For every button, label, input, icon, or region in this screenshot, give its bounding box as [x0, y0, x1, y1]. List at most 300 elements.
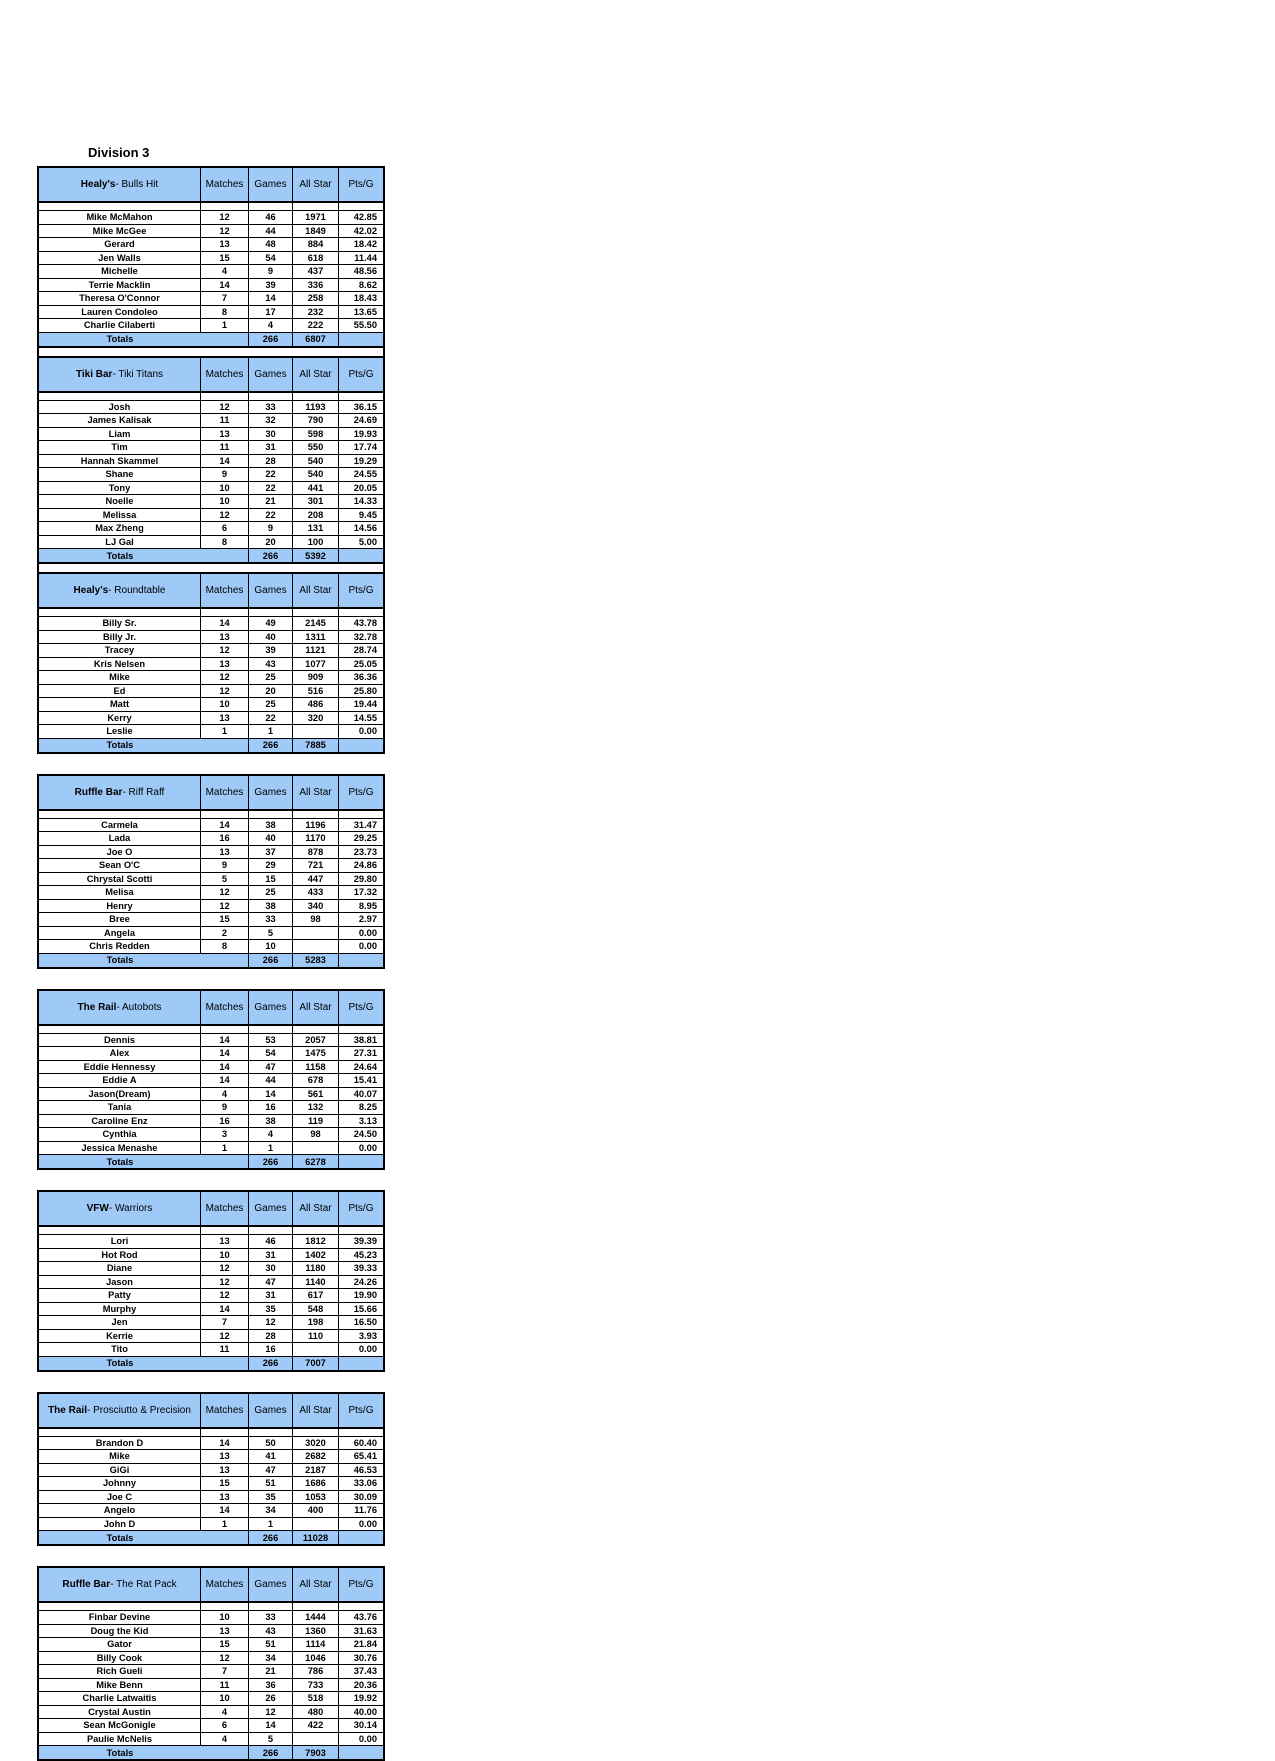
totals-label: Totals [106, 334, 134, 344]
stat-cell: 42.02 [353, 225, 377, 236]
totals-pts [339, 1155, 383, 1168]
stat-cell: 1475 [293, 1047, 339, 1060]
player-name: Dennis [39, 1034, 201, 1047]
blank-cell [293, 811, 339, 818]
stat-cell: 10 [201, 1692, 249, 1705]
player-row [39, 658, 383, 672]
blank-cell [293, 1429, 339, 1436]
stat-cell: 36 [249, 1679, 293, 1692]
player-name: Kris Nelsen [39, 658, 201, 671]
division-standings [37, 166, 385, 1761]
blank-cell [39, 1227, 201, 1234]
team-table [37, 989, 385, 1171]
stat-cell: 39.33 [353, 1263, 377, 1274]
blank-cell [201, 811, 249, 818]
stat-cell: 13 [201, 1235, 249, 1248]
player-row [39, 1101, 383, 1115]
player-row [39, 1477, 383, 1491]
stat-cell: 1 [249, 1518, 293, 1531]
stat-cell: 1121 [293, 644, 339, 657]
totals-label: Totals [106, 1358, 134, 1368]
stat-cell: 22 [249, 509, 293, 522]
stat-cell: 12 [201, 1330, 249, 1343]
column-header: All Star [293, 574, 339, 607]
totals-matches [201, 1155, 249, 1168]
blank-cell [293, 1227, 339, 1234]
stat-cell: 46 [249, 211, 293, 224]
column-header: All Star [293, 991, 339, 1024]
section-gap [37, 564, 385, 572]
stat-cell: 1 [249, 725, 293, 738]
stat-cell: 25 [249, 671, 293, 684]
stat-cell: 12 [201, 644, 249, 657]
stat-cell: 2682 [293, 1450, 339, 1463]
column-header: All Star [293, 1568, 339, 1601]
stat-cell: 1402 [293, 1249, 339, 1262]
player-row [39, 1491, 383, 1505]
stat-cell: 1046 [293, 1652, 339, 1665]
stat-cell: 447 [293, 873, 339, 886]
stat-cell: 540 [293, 468, 339, 481]
stat-cell: 60.40 [353, 1437, 377, 1448]
blank-cell [339, 393, 383, 400]
stat-cell: 40 [249, 832, 293, 845]
stat-cell: 17.32 [353, 887, 377, 898]
stat-cell: 1077 [293, 658, 339, 671]
column-header: Games [249, 1568, 293, 1601]
totals-matches [201, 549, 249, 562]
stat-cell: 550 [293, 441, 339, 454]
stat-cell: 21 [249, 1665, 293, 1678]
column-header: Matches [201, 574, 249, 607]
stat-cell: 131 [293, 522, 339, 535]
player-row [39, 1128, 383, 1142]
totals-allstar: 6278 [293, 1155, 339, 1168]
stat-cell: 48.56 [353, 266, 377, 277]
blank-cell [39, 1429, 201, 1436]
stat-cell: 31.47 [353, 819, 377, 830]
stat-cell: 1193 [293, 401, 339, 414]
stat-cell: 0.00 [358, 941, 377, 952]
stat-cell: 14 [201, 1034, 249, 1047]
player-name: Angela [39, 927, 201, 940]
stat-cell: 18.42 [353, 239, 377, 250]
team-name: - Warriors [108, 1203, 153, 1214]
stat-cell: 6 [201, 1719, 249, 1732]
blank-cell [249, 1603, 293, 1610]
stat-cell: 10 [201, 482, 249, 495]
stat-cell: 24.55 [353, 469, 377, 480]
stat-cell: 678 [293, 1074, 339, 1087]
stat-cell: 13 [201, 631, 249, 644]
blank-cell [249, 811, 293, 818]
stat-cell: 14.33 [353, 496, 377, 507]
column-header: All Star [293, 168, 339, 201]
player-row [39, 927, 383, 941]
stat-cell: 518 [293, 1692, 339, 1705]
player-row [39, 468, 383, 482]
stat-cell: 38 [249, 1115, 293, 1128]
totals-row [39, 954, 383, 967]
stat-cell: 1 [201, 1142, 249, 1155]
player-row [39, 1235, 383, 1249]
stat-cell: 24.69 [353, 415, 377, 426]
stat-cell: 232 [293, 306, 339, 319]
totals-label: Totals [106, 1747, 134, 1758]
player-name: Tania [39, 1101, 201, 1114]
blank-cell [249, 203, 293, 210]
stat-cell: 17 [249, 306, 293, 319]
totals-row [39, 1531, 383, 1544]
stat-cell: 433 [293, 886, 339, 899]
totals-games: 266 [249, 549, 293, 562]
stat-cell: 12 [201, 509, 249, 522]
blank-cell [39, 1026, 201, 1033]
stat-cell: 13 [201, 658, 249, 671]
blank-cell [293, 1603, 339, 1610]
totals-matches [201, 1531, 249, 1544]
section-gap [37, 754, 385, 774]
stat-cell: 1158 [293, 1061, 339, 1074]
player-row [39, 1142, 383, 1156]
stat-cell: 12 [249, 1316, 293, 1329]
totals-label: Totals [106, 1532, 134, 1543]
player-name: Sean O'C [39, 859, 201, 872]
stat-cell: 14 [201, 455, 249, 468]
stat-cell: 13 [201, 712, 249, 725]
stat-cell: 30 [249, 1262, 293, 1275]
stat-cell: 617 [293, 1289, 339, 1302]
team-header-row [39, 168, 383, 203]
stat-cell: 22 [249, 468, 293, 481]
player-name: John D [39, 1518, 201, 1531]
stat-cell: 15 [249, 873, 293, 886]
stat-cell: 40.07 [353, 1088, 377, 1099]
stat-cell: 36.36 [353, 672, 377, 683]
stat-cell: 54 [249, 1047, 293, 1060]
player-row [39, 873, 383, 887]
player-row [39, 685, 383, 699]
player-name: Brandon D [39, 1437, 201, 1450]
player-row [39, 1088, 383, 1102]
player-row [39, 1249, 383, 1263]
player-name: Patty [39, 1289, 201, 1302]
blank-row [39, 203, 383, 211]
stat-cell: 35 [249, 1303, 293, 1316]
stat-cell: 12 [201, 1276, 249, 1289]
stat-cell: 2 [201, 927, 249, 940]
player-row [39, 1289, 383, 1303]
blank-cell [39, 393, 201, 400]
stat-cell: 1360 [293, 1625, 339, 1638]
player-row [39, 428, 383, 442]
player-name: Tony [39, 482, 201, 495]
stat-cell: 618 [293, 252, 339, 265]
stat-cell: 25.80 [353, 685, 377, 696]
totals-games: 266 [249, 1746, 293, 1759]
column-header: Pts/G [348, 1404, 374, 1416]
stat-cell: 46 [249, 1235, 293, 1248]
totals-label: Totals [106, 1156, 134, 1167]
stat-cell: 4 [201, 1088, 249, 1101]
blank-cell [339, 1227, 383, 1234]
stat-cell: 9 [201, 1101, 249, 1114]
stat-cell: 12 [201, 671, 249, 684]
player-row [39, 712, 383, 726]
stat-cell: 45.23 [353, 1249, 377, 1260]
player-name: Rich Gueli [39, 1665, 201, 1678]
stat-cell: 29 [249, 859, 293, 872]
stat-cell: 884 [293, 238, 339, 251]
totals-matches [201, 954, 249, 967]
stat-cell: 54 [249, 252, 293, 265]
stat-cell: 3 [201, 1128, 249, 1141]
player-row [39, 252, 383, 266]
player-name: Murphy [39, 1303, 201, 1316]
team-header-row [39, 776, 383, 811]
column-header: Games [249, 358, 293, 391]
blank-cell [201, 1603, 249, 1610]
stat-cell [293, 1733, 339, 1746]
stat-cell: 43.76 [353, 1612, 377, 1623]
stat-cell: 29.25 [353, 833, 377, 844]
player-row [39, 1061, 383, 1075]
stat-cell: 47 [249, 1061, 293, 1074]
stat-cell: 14 [201, 1047, 249, 1060]
stat-cell: 35 [249, 1491, 293, 1504]
stat-cell: 12 [201, 225, 249, 238]
player-name: Caroline Enz [39, 1115, 201, 1128]
stat-cell: 1686 [293, 1477, 339, 1490]
totals-matches [201, 1357, 249, 1370]
blank-cell [339, 203, 383, 210]
player-row [39, 725, 383, 739]
stat-cell: 44 [249, 1074, 293, 1087]
player-row [39, 238, 383, 252]
stat-cell: 19.90 [353, 1290, 377, 1301]
player-name: GiGi [39, 1464, 201, 1477]
stat-cell: 258 [293, 292, 339, 305]
stat-cell: 12 [201, 401, 249, 414]
team-table [37, 774, 385, 969]
stat-cell: 39 [249, 279, 293, 292]
stat-cell: 19.92 [353, 1693, 377, 1704]
stat-cell: 33 [249, 1611, 293, 1624]
column-header: All Star [293, 776, 339, 809]
team-table [37, 1190, 385, 1372]
player-name: Joe C [39, 1491, 201, 1504]
player-name: Mike McMahon [39, 211, 201, 224]
stat-cell: 7 [201, 1316, 249, 1329]
stat-cell: 18.43 [353, 293, 377, 304]
stat-cell: 14 [201, 1437, 249, 1450]
stat-cell: 9 [249, 265, 293, 278]
stat-cell: 39.39 [353, 1236, 377, 1247]
column-header: Pts/G [348, 179, 374, 190]
team-name-cell [39, 358, 201, 391]
stat-cell [293, 1343, 339, 1356]
blank-cell [201, 1227, 249, 1234]
stat-cell: 0.00 [358, 1518, 377, 1529]
stat-cell: 132 [293, 1101, 339, 1114]
totals-allstar: 7903 [293, 1746, 339, 1759]
player-row [39, 913, 383, 927]
stat-cell: 437 [293, 265, 339, 278]
player-row [39, 1343, 383, 1357]
player-row [39, 1437, 383, 1451]
player-name: Bree [39, 913, 201, 926]
player-row [39, 819, 383, 833]
player-row [39, 1706, 383, 1720]
stat-cell: 34 [249, 1652, 293, 1665]
stat-cell: 15 [201, 1638, 249, 1651]
stat-cell: 1140 [293, 1276, 339, 1289]
stat-cell: 15.66 [353, 1303, 377, 1314]
totals-label: Totals [106, 740, 134, 750]
stat-cell: 4 [201, 1733, 249, 1746]
stat-cell: 28 [249, 455, 293, 468]
player-row [39, 414, 383, 428]
stat-cell: 5 [249, 1733, 293, 1746]
stat-cell: 55.50 [353, 320, 377, 331]
player-row [39, 1115, 383, 1129]
player-row [39, 1330, 383, 1344]
stat-cell: 20 [249, 536, 293, 549]
stat-cell: 1180 [293, 1262, 339, 1275]
column-header: All Star [293, 1192, 339, 1225]
stat-cell: 38 [249, 819, 293, 832]
stat-cell: 16 [249, 1343, 293, 1356]
player-name: Chrystal Scotti [39, 873, 201, 886]
stat-cell: 48 [249, 238, 293, 251]
team-venue: Tiki Bar [75, 368, 113, 380]
stat-cell: 14.56 [353, 523, 377, 534]
player-row [39, 1303, 383, 1317]
player-row [39, 631, 383, 645]
player-name: Tito [39, 1343, 201, 1356]
player-name: Lori [39, 1235, 201, 1248]
totals-matches [201, 1746, 249, 1759]
stat-cell: 25 [249, 698, 293, 711]
column-header: Matches [201, 358, 249, 391]
stat-cell: 11 [201, 414, 249, 427]
stat-cell: 1311 [293, 631, 339, 644]
player-name: Hannah Skammel [39, 455, 201, 468]
stat-cell: 21.84 [353, 1639, 377, 1650]
totals-matches [201, 739, 249, 752]
player-name: Crystal Austin [39, 1706, 201, 1719]
stat-cell: 2187 [293, 1464, 339, 1477]
stat-cell: 26 [249, 1692, 293, 1705]
stat-cell: 198 [293, 1316, 339, 1329]
stat-cell: 561 [293, 1088, 339, 1101]
stat-cell: 10 [201, 1249, 249, 1262]
player-name: Theresa O'Connor [39, 292, 201, 305]
player-row [39, 940, 383, 954]
stat-cell: 12 [201, 685, 249, 698]
stat-cell: 40.00 [353, 1706, 377, 1717]
stat-cell: 42.85 [353, 212, 377, 223]
stat-cell: 19.44 [353, 699, 377, 710]
stat-cell: 1812 [293, 1235, 339, 1248]
stat-cell: 32.78 [353, 631, 377, 642]
team-name: - Tiki Titans [112, 368, 164, 380]
stat-cell: 14 [249, 1088, 293, 1101]
player-name: Max Zheng [39, 522, 201, 535]
stat-cell: 8 [201, 940, 249, 953]
stat-cell: 30.09 [353, 1491, 377, 1502]
totals-label: Totals [106, 955, 134, 965]
stat-cell: 14 [201, 1074, 249, 1087]
stat-cell: 5 [249, 927, 293, 940]
stat-cell: 22 [249, 482, 293, 495]
stat-cell: 340 [293, 900, 339, 913]
totals-games: 266 [249, 954, 293, 967]
stat-cell: 1 [201, 1518, 249, 1531]
player-name: Johnny [39, 1477, 201, 1490]
stat-cell: 486 [293, 698, 339, 711]
stat-cell: 2.97 [358, 914, 377, 925]
stat-cell: 1170 [293, 832, 339, 845]
player-row [39, 1625, 383, 1639]
blank-cell [293, 1026, 339, 1033]
stat-cell: 31.63 [353, 1625, 377, 1636]
player-name: James Kalisak [39, 414, 201, 427]
column-header: All Star [293, 358, 339, 391]
stat-cell: 110 [293, 1330, 339, 1343]
player-name: Ed [39, 685, 201, 698]
stat-cell: 15 [201, 252, 249, 265]
stat-cell [293, 725, 339, 738]
totals-games: 266 [249, 333, 293, 346]
stat-cell: 4 [249, 319, 293, 332]
player-name: Mike Benn [39, 1679, 201, 1692]
player-name: Tim [39, 441, 201, 454]
stat-cell: 301 [293, 495, 339, 508]
player-row [39, 671, 383, 685]
stat-cell: 13 [201, 1450, 249, 1463]
stat-cell: 24.50 [353, 1129, 377, 1140]
stat-cell: 516 [293, 685, 339, 698]
column-header: Matches [201, 1192, 249, 1225]
column-header: All Star [293, 1394, 339, 1427]
totals-pts [339, 739, 383, 752]
stat-cell: 1 [249, 1142, 293, 1155]
stat-cell: 49 [249, 617, 293, 630]
player-row [39, 859, 383, 873]
player-row [39, 455, 383, 469]
stat-cell: 65.41 [353, 1451, 377, 1462]
player-name: Josh [39, 401, 201, 414]
player-row [39, 536, 383, 550]
stat-cell: 13 [201, 846, 249, 859]
player-name: Finbar Devine [39, 1611, 201, 1624]
totals-row [39, 1357, 383, 1370]
stat-cell: 13.65 [353, 306, 377, 317]
player-row [39, 1034, 383, 1048]
column-header: Matches [201, 1394, 249, 1427]
stat-cell: 20.05 [353, 482, 377, 493]
team-name: - Prosciutto & Precision [86, 1404, 191, 1416]
stat-cell: 441 [293, 482, 339, 495]
stat-cell: 37.43 [353, 1666, 377, 1677]
stat-cell: 8.25 [358, 1102, 377, 1113]
player-row [39, 279, 383, 293]
stat-cell: 20.36 [353, 1679, 377, 1690]
player-name: Paulie McNelis [39, 1733, 201, 1746]
stat-cell: 14 [201, 279, 249, 292]
stat-cell: 721 [293, 859, 339, 872]
